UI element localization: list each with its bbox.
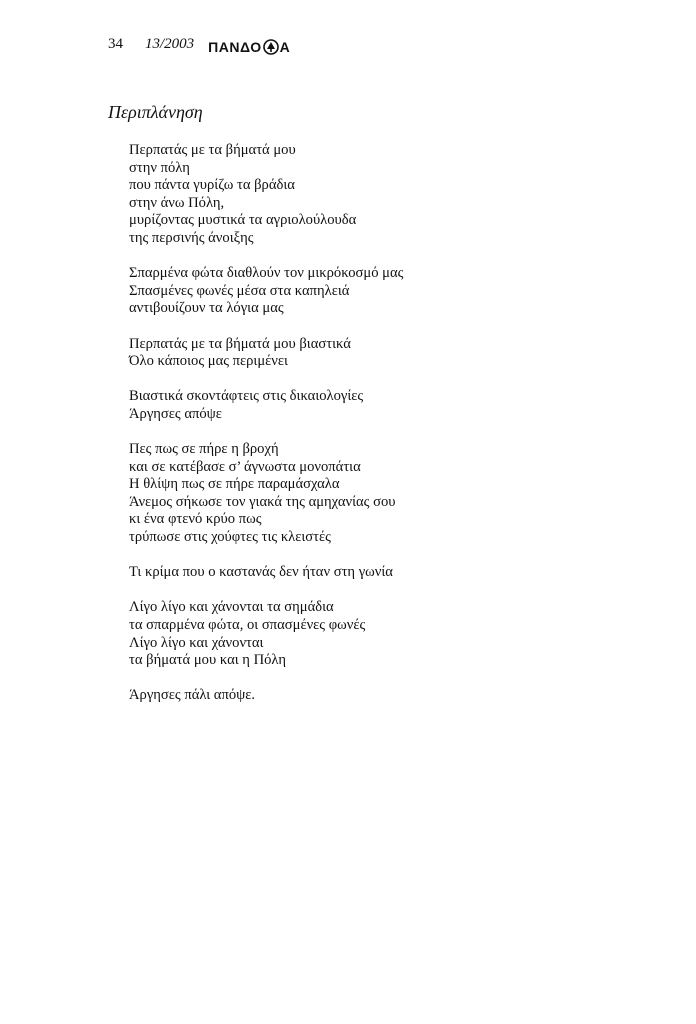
journal-name-left: ΠΑΝΔΟ <box>208 39 262 55</box>
poem-line: μυρίζοντας μυστικά τα αγριολούλουδα <box>129 212 357 229</box>
poem-line: Βιαστικά σκοντάφτεις στις δικαιολογίες <box>129 388 364 405</box>
journal-name-right: Α <box>279 39 291 55</box>
poem-line: Σπασμένες φωνές μέσα στα καπηλειά <box>129 282 350 299</box>
poem-line: Λίγο λίγο και χάνονται <box>129 634 264 651</box>
issue-number: 13/2003 <box>145 36 195 52</box>
poem-line: Σπαρμένα φώτα διαθλούν τον μικρόκοσμό μας <box>129 265 404 282</box>
stanza <box>129 687 403 705</box>
stanza <box>129 599 403 669</box>
poem-line: αντιβουίζουν τα λόγια μας <box>129 300 284 317</box>
pandora-emblem-icon <box>263 39 279 55</box>
stanza <box>129 265 403 318</box>
journal-logo <box>208 39 290 55</box>
poem-line: Η θλίψη πως σε πήρε παραμάσχαλα <box>129 476 340 493</box>
poem-line: Πες πως σε πήρε η βροχή <box>129 441 279 458</box>
stanza <box>129 564 403 582</box>
poem-line: τα σπαρμένα φώτα, οι σπασμένες φωνές <box>129 617 366 634</box>
poem-line: Τι κρίμα που ο καστανάς δεν ήταν στη γωνία <box>129 564 393 581</box>
poem-line: που πάντα γυρίζω τα βράδια <box>129 177 295 194</box>
poem-body <box>129 142 403 723</box>
poem-line: στην πόλη <box>129 159 190 176</box>
poem-line: Όλο κάποιος μας περιμένει <box>129 353 288 370</box>
running-header <box>108 36 290 58</box>
poem-title: Περιπλάνηση <box>108 102 203 122</box>
stanza <box>129 142 403 248</box>
poem-line: Άργησες πάλι απόψε. <box>129 687 256 704</box>
poem-line: τα βήματά μου και η Πόλη <box>129 652 286 669</box>
poem-line: Άνεμος σήκωσε τον γιακά της αμηχανίας σου <box>129 493 396 510</box>
poem-line: της περσινής άνοιξης <box>129 229 254 246</box>
poem-line: Περπατάς με τα βήματά μου <box>129 142 296 158</box>
poem-line: και σε κατέβασε σ’ άγνωστα μονοπάτια <box>129 458 361 475</box>
page-number: 34 <box>108 36 123 52</box>
poem-line: στην άνω Πόλη, <box>129 194 225 211</box>
stanza <box>129 336 403 371</box>
poem-line: Άργησες απόψε <box>129 405 222 422</box>
poem-line: Περπατάς με τα βήματά μου βιαστικά <box>129 335 351 352</box>
poem-line: Λίγο λίγο και χάνονται τα σημάδια <box>129 599 334 616</box>
poem-line: κι ένα φτενό κρύο πως <box>129 511 262 528</box>
stanza <box>129 441 403 547</box>
poem-line: τρύπωσε στις χούφτες τις κλειστές <box>129 529 331 546</box>
stanza <box>129 388 403 423</box>
